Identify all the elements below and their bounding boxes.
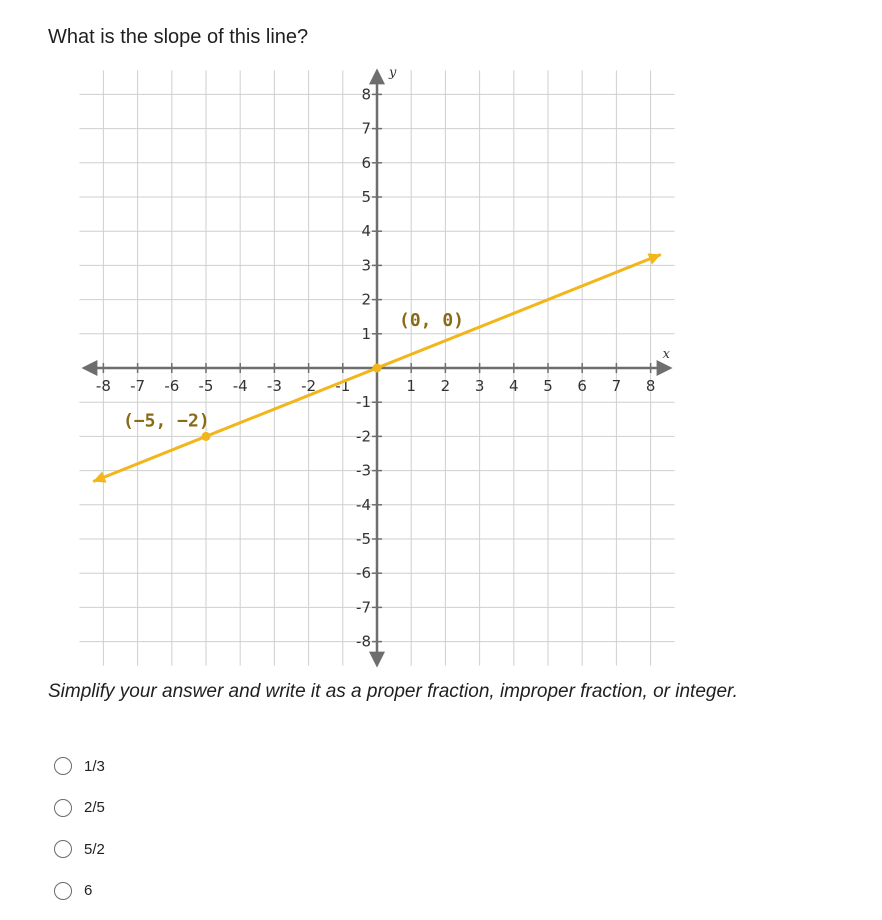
choice-4[interactable] bbox=[54, 877, 105, 905]
y-tick-label: 7 bbox=[361, 119, 371, 138]
y-axis-top-arrow bbox=[369, 68, 385, 84]
radio-button[interactable] bbox=[54, 799, 72, 817]
y-tick-label: 8 bbox=[361, 85, 371, 104]
choice-label: 5/2 bbox=[84, 840, 105, 858]
y-axis-bottom-arrow bbox=[369, 652, 385, 668]
y-tick-label: 6 bbox=[361, 153, 371, 172]
y-tick-label: -1 bbox=[356, 393, 371, 412]
y-tick-label: -7 bbox=[356, 598, 371, 617]
y-tick-label: -2 bbox=[356, 427, 371, 446]
x-tick-label: 5 bbox=[543, 377, 553, 395]
x-tick-label: -6 bbox=[164, 377, 180, 395]
x-tick-label: -3 bbox=[266, 377, 282, 395]
x-axis-left-arrow bbox=[81, 360, 97, 376]
x-tick-label: 1 bbox=[406, 377, 416, 395]
x-axis-label: x bbox=[662, 347, 670, 362]
x-tick-label: 3 bbox=[474, 377, 485, 395]
y-tick-label: 4 bbox=[361, 222, 371, 241]
x-tick-label: -2 bbox=[301, 377, 317, 395]
x-tick-label: 4 bbox=[509, 377, 519, 395]
y-tick-label: 2 bbox=[361, 290, 371, 309]
x-tick-label: 7 bbox=[611, 377, 622, 395]
choice-3[interactable] bbox=[54, 835, 105, 863]
instruction-text: Simplify your answer and write it as a proper fraction, improper fraction, or integer. bbox=[48, 681, 738, 702]
point-label: (0, 0) bbox=[399, 310, 465, 331]
y-tick-label: 5 bbox=[361, 188, 371, 206]
data-point bbox=[373, 364, 382, 373]
choice-2[interactable] bbox=[54, 794, 105, 822]
x-tick-label: 8 bbox=[645, 377, 656, 395]
radio-button[interactable] bbox=[54, 757, 72, 775]
y-tick-label: -3 bbox=[356, 461, 371, 480]
choice-1[interactable] bbox=[54, 752, 105, 780]
y-tick-label: -4 bbox=[356, 495, 371, 514]
radio-button[interactable] bbox=[54, 840, 72, 858]
y-tick-label: -6 bbox=[356, 564, 371, 583]
point-label: (−5, −2) bbox=[123, 410, 210, 432]
x-tick-label: -1 bbox=[335, 377, 351, 395]
x-tick-label: -4 bbox=[232, 377, 248, 395]
choice-label: 6 bbox=[84, 882, 93, 899]
choice-label: 1/3 bbox=[84, 757, 105, 775]
radio-button[interactable] bbox=[54, 882, 72, 900]
x-tick-label: 6 bbox=[577, 377, 587, 395]
y-tick-label: -5 bbox=[356, 530, 371, 548]
tick-labels bbox=[96, 65, 671, 650]
x-tick-label: 2 bbox=[440, 377, 451, 395]
choice-label: 2/5 bbox=[84, 799, 105, 816]
x-tick-label: -8 bbox=[95, 377, 111, 395]
x-tick-label: -7 bbox=[130, 377, 146, 395]
y-axis-label: y bbox=[389, 65, 397, 81]
data-point bbox=[202, 432, 211, 441]
y-tick-label: 3 bbox=[361, 256, 371, 275]
question-text: What is the slope of this line? bbox=[48, 26, 309, 48]
x-tick-label: -5 bbox=[198, 377, 214, 395]
y-tick-label: 1 bbox=[361, 324, 371, 343]
points bbox=[123, 310, 464, 441]
y-tick-label: -8 bbox=[356, 632, 371, 651]
answer-choices bbox=[54, 752, 105, 918]
x-axis-right-arrow bbox=[657, 360, 673, 376]
